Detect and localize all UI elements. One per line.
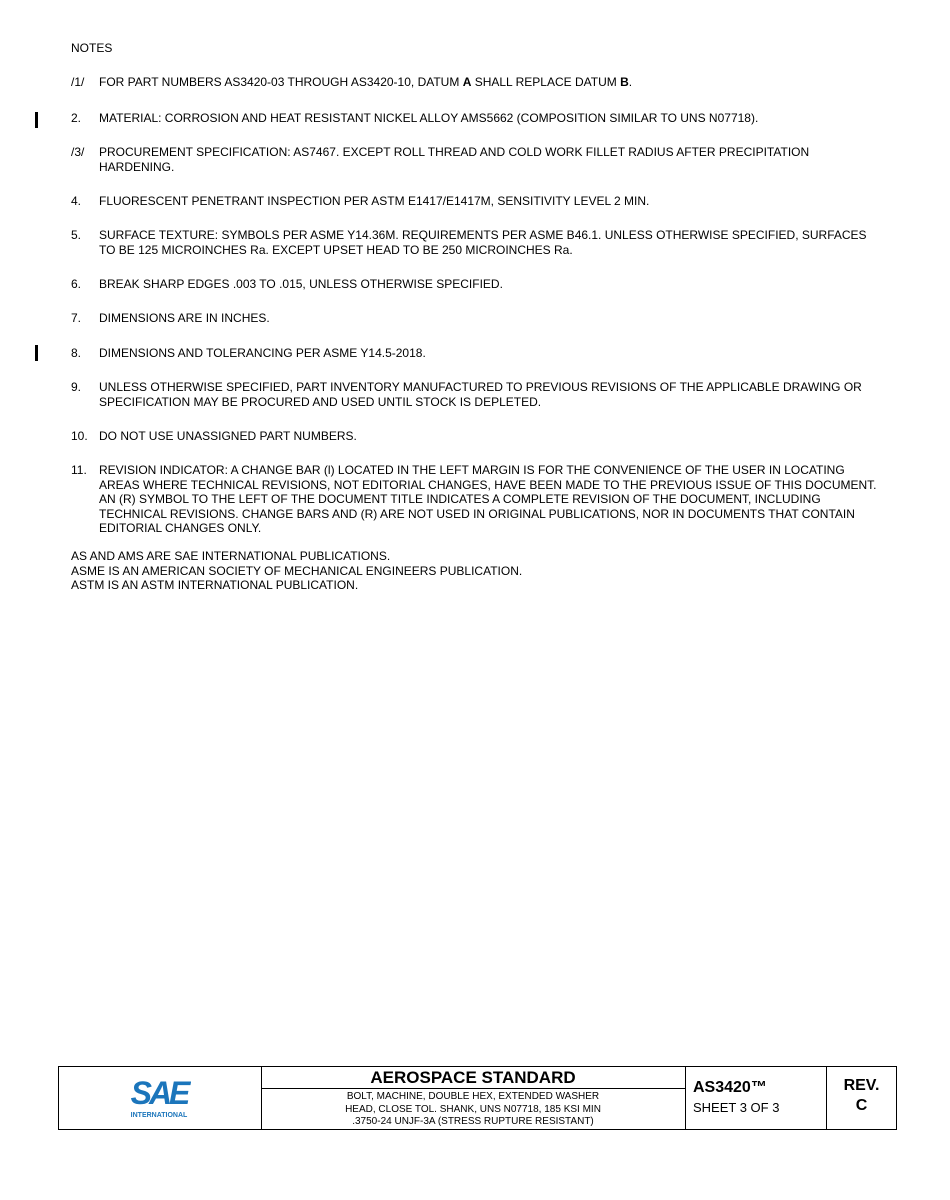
change-bar [35,112,38,128]
note-6 [71,277,881,292]
revision-value: C [855,1097,868,1114]
revision-label: REV. [843,1077,880,1094]
revision-cell [827,1067,896,1129]
note-text: SURFACE TEXTURE: SYMBOLS PER ASME Y14.36M. REQUIREMENTS PER ASME B46.1. UNLESS OTHERWISE SPECIFIED, SURFACES TO BE 125 MICROINCHES Ra. EXCEPT UPSET HEAD TO BE 250 MICROINCHES Ra. [99,228,867,257]
datum-a: A [462,75,472,89]
note-text: FOR PART NUMBERS AS3420-03 THROUGH AS3420-10, DATUM A SHALL REPLACE DATUM B. [99,75,633,89]
note-number: /1/ [71,75,85,89]
note-number: 8. [71,346,82,360]
change-bar [35,345,38,361]
note-1 [71,75,881,90]
description-line: BOLT, MACHINE, DOUBLE HEX, EXTENDED WASHER [346,1091,600,1102]
note-2 [71,111,881,126]
note-text: BREAK SHARP EDGES .003 TO .015, UNLESS OTHERWISE SPECIFIED. [99,277,503,291]
note-5 [71,228,881,257]
note-9 [71,380,881,409]
note-3 [71,145,881,174]
datum-b: B [620,75,629,89]
logo-cell [59,1067,262,1129]
note-7 [71,311,881,326]
document-type-title: AEROSPACE STANDARD [261,1067,685,1089]
note-10 [71,429,881,444]
description-line: .3750-24 UNJF-3A (STRESS RUPTURE RESISTANT) [352,1116,594,1127]
note-text: REVISION INDICATOR: A CHANGE BAR (l) LOCATED IN THE LEFT MARGIN IS FOR THE CONVENIENCE OF THE USER IN LOCATING AREAS WHERE TECHNICAL REVISIONS, NOT EDITORIAL CHANGES, HAVE BEEN MADE TO THE PREVIOUS ISSUE OF THIS DOCUMENT. AN (R) SYMBOL TO THE LEFT OF THE DOCUMENT TITLE INDICATES A COMPLETE REVISION OF THE DOCUMENT, INCLUDING TECHNICAL REVISIONS. CHANGE BARS AND (R) ARE NOT USED IN ORIGINAL PUBLICATIONS, NOR IN DOCUMENTS THAT CONTAIN EDITORIAL CHANGES ONLY. [99,463,877,536]
note-4 [71,194,881,209]
note-number: 11. [71,463,87,477]
note-11 [71,463,881,536]
svg-text:INTERNATIONAL: INTERNATIONAL [130,1112,188,1119]
note-number: 10. [71,429,88,443]
note-text: FLUORESCENT PENETRANT INSPECTION PER ASTM E1417/E1417M, SENSITIVITY LEVEL 2 MIN. [99,194,650,208]
note-text: UNLESS OTHERWISE SPECIFIED, PART INVENTORY MANUFACTURED TO PREVIOUS REVISIONS OF THE APPLICABLE DRAWING OR SPECIFICATION MAY BE PROCURED AND USED UNTIL STOCK IS DEPLETED. [99,380,862,409]
note-number: 7. [71,311,82,325]
publication-line: ASME IS AN AMERICAN SOCIETY OF MECHANICAL ENGINEERS PUBLICATION. [71,563,523,578]
note-text: MATERIAL: CORROSION AND HEAT RESISTANT NICKEL ALLOY AMS5662 (COMPOSITION SIMILAR TO UNS N07718). [99,111,759,125]
note-text: DIMENSIONS AND TOLERANCING PER ASME Y14.5-2018. [99,346,426,360]
notes-heading: NOTES [71,41,113,55]
note-number: 4. [71,194,82,208]
note-number: /3/ [71,145,85,159]
note-text: DIMENSIONS ARE IN INCHES. [99,311,270,325]
sheet-number: SHEET 3 OF 3 [693,1100,780,1115]
note-number: 5. [71,228,82,242]
sae-logo-icon [127,1075,191,1121]
svg-text:SAE: SAE [130,1075,188,1111]
note-number: 6. [71,277,82,291]
title-block [58,1066,897,1130]
note-text: PROCUREMENT SPECIFICATION: AS7467. EXCEPT ROLL THREAD AND COLD WORK FILLET RADIUS AFTER PRECIPITATION HARDENING. [99,145,810,174]
description-line: HEAD, CLOSE TOL. SHANK, UNS N07718, 185 KSI MIN [345,1103,601,1115]
note-number: 2. [71,111,82,125]
publication-line: ASTM IS AN ASTM INTERNATIONAL PUBLICATION. [71,578,359,593]
title-cell [261,1067,686,1129]
publications-list [71,549,522,593]
publication-line: AS AND AMS ARE SAE INTERNATIONAL PUBLICATIONS. [71,549,391,563]
note-number: 9. [71,380,82,394]
note-text: DO NOT USE UNASSIGNED PART NUMBERS. [99,429,357,443]
document-number: AS3420™ [693,1079,767,1096]
document-description [261,1089,685,1129]
note-8 [71,346,881,361]
document-number-cell [686,1067,827,1129]
